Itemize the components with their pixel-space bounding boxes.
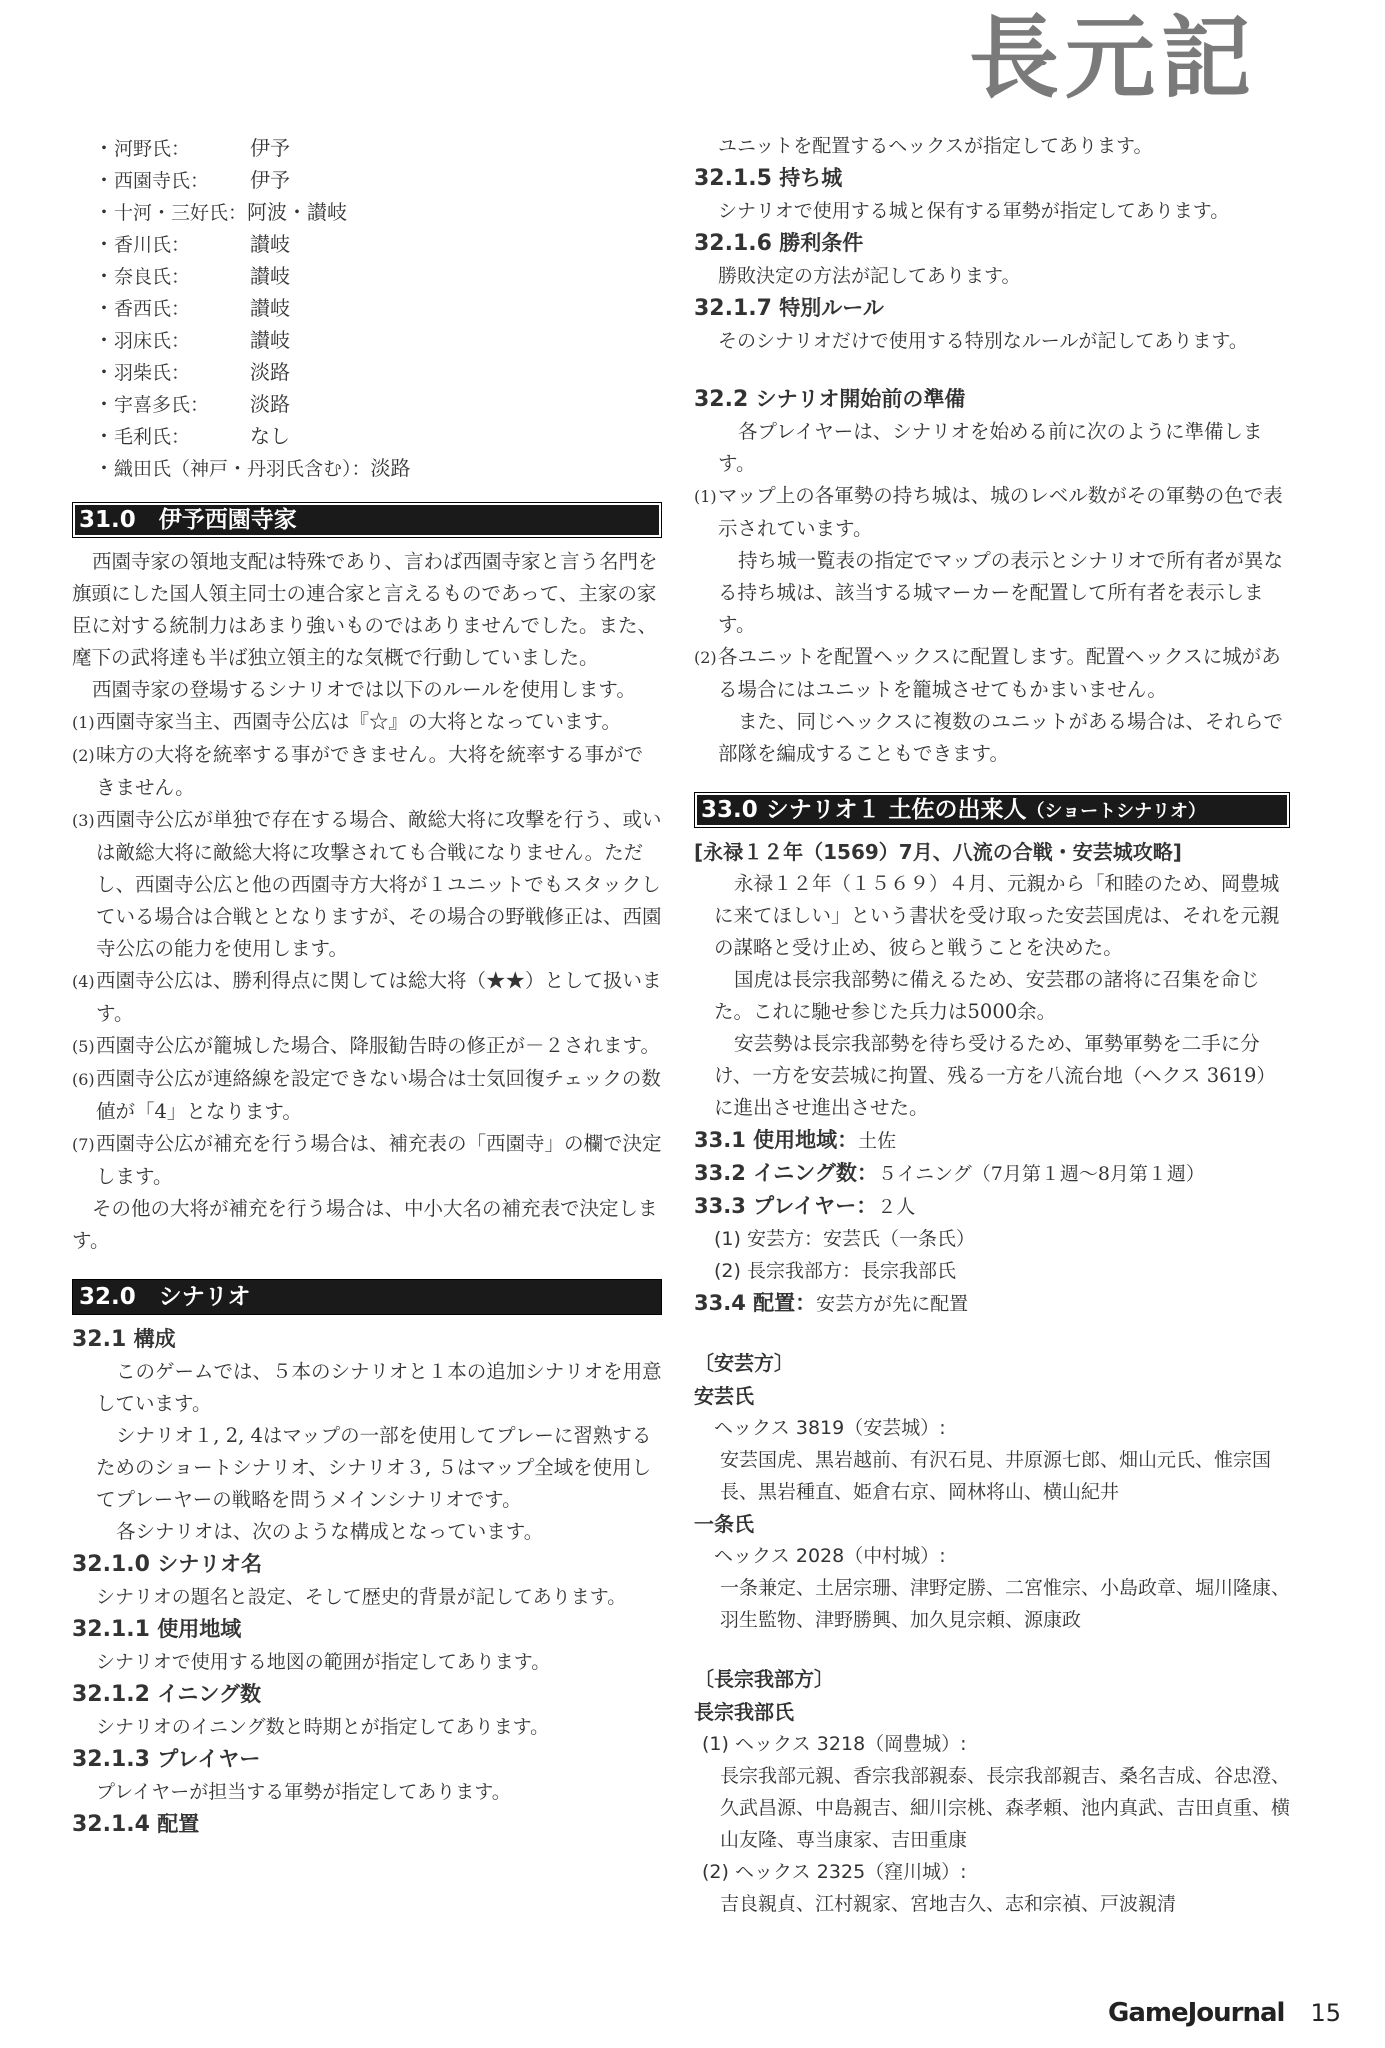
subsection-heading: 32.2 シナリオ開始前の準備 bbox=[694, 387, 966, 412]
hex-location: ヘックス 3819（安芸城）: bbox=[714, 1417, 946, 1439]
player-side: (2) 長宗我部方：長宗我部氏 bbox=[714, 1260, 956, 1282]
page-footer bbox=[1108, 1998, 1341, 2028]
right-column bbox=[694, 130, 1290, 1920]
subsection-desc: 勝敗決定の方法が記してあります。 bbox=[718, 265, 1021, 287]
rule-item: (7)西園寺公広が補充を行う場合は、補充表の「西園寺」の欄で決定します。 bbox=[72, 1132, 662, 1188]
list-item: ・毛利氏： なし bbox=[94, 424, 290, 448]
paragraph: 西園寺家の登場するシナリオでは以下のルールを使用します。 bbox=[92, 678, 636, 701]
rule-item: (2)味方の大将を統率する事ができません。大将を統率する事ができません。 bbox=[72, 743, 644, 799]
subsection-heading: 32.1.6 勝利条件 bbox=[694, 231, 864, 256]
hex-location: (1) ヘックス 3218（岡豊城）: bbox=[702, 1733, 967, 1755]
list-item: ・宇喜多氏： 淡路 bbox=[94, 392, 290, 416]
subsection-heading: 32.1.0 シナリオ名 bbox=[72, 1552, 263, 1577]
page-title: 長元記 bbox=[969, 6, 1257, 111]
paragraph: 安芸勢は長宗我部勢を待ち受けるため、軍勢軍勢を二手に分け、一方を安芸城に拘置、残る一方を八流台地（ヘクス 3619）に進出させ進出させた。 bbox=[714, 1032, 1276, 1119]
subsection-desc: そのシナリオだけで使用する特別なルールが記してあります。 bbox=[718, 330, 1248, 352]
rule-item: (6)西園寺公広が連絡線を設定できない場合は士気回復チェックの数値が「4」となります。 bbox=[72, 1067, 661, 1123]
list-item: ・十河・三好氏：阿波・讃岐 bbox=[94, 200, 348, 224]
list-item: ・香川氏： 讃岐 bbox=[94, 232, 290, 256]
list-item: ・西園寺氏： 伊予 bbox=[94, 168, 290, 192]
scenario-rule: 33.2 イニング数：５イニング（7月第１週～8月第１週） bbox=[694, 1161, 1205, 1185]
list-item: ・河野氏： 伊予 bbox=[94, 136, 290, 160]
subsection-heading: 32.1.2 イニング数 bbox=[72, 1682, 262, 1707]
paragraph: その他の大将が補充を行う場合は、中小大名の補充表で決定します。 bbox=[72, 1197, 658, 1252]
side-heading-aki: 〔安芸方〕 bbox=[694, 1351, 794, 1375]
section-heading-32: 32.0 シナリオ bbox=[72, 1279, 662, 1315]
section-heading-33: 33.0 シナリオ１ 土佐の出来人（ショートシナリオ） bbox=[694, 792, 1290, 828]
subsection-heading: 32.1.7 特別ルール bbox=[694, 296, 884, 321]
side-heading-chosokabe: 〔長宗我部方〕 bbox=[694, 1667, 834, 1691]
paragraph: 持ち城一覧表の指定でマップの表示とシナリオで所有者が異なる持ち城は、該当する城マーカーを配置して所有者を表示します。 bbox=[718, 549, 1284, 636]
scenario-rule: 33.1 使用地域：土佐 bbox=[694, 1128, 897, 1152]
subsection-heading: 32.1.1 使用地域 bbox=[72, 1617, 242, 1642]
prep-item: (2)各ユニットを配置ヘックスに配置します。配置ヘックスに城がある場合にはユニットを籠城させてもかまいません。 bbox=[694, 645, 1281, 701]
section-heading-31: 31.0 伊予西園寺家 bbox=[72, 502, 662, 538]
player-side: (1) 安芸方：安芸氏（一条氏） bbox=[714, 1228, 975, 1250]
paragraph: このゲームでは、５本のシナリオと１本の追加シナリオを用意しています。 bbox=[96, 1360, 662, 1415]
scenario-rule: 33.4 配置：安芸方が先に配置 bbox=[694, 1291, 969, 1315]
clan-province-list bbox=[72, 132, 662, 484]
rule-item: (3)西園寺公広が単独で存在する場合、敵総大将に攻撃を行う、或いは敵総大将に敵総大将に攻撃されても合戦になりません。ただし、西園寺公広と他の西園寺方大将が１ユニットでもスタックしている場合は合戦ととなりますが、その場合の野戦修正は、西園寺公広の能力を使用します。 bbox=[72, 808, 662, 960]
subsection-desc: ユニットを配置するヘックスが指定してあります。 bbox=[718, 135, 1153, 157]
subsection-desc: シナリオの題名と設定、そして歴史的背景が記してあります。 bbox=[96, 1586, 627, 1608]
general-names: 安芸国虎、黒岩越前、有沢石見、井原源七郎、畑山元氏、惟宗国長、黒岩種直、姫倉右京、岡林将山、横山紀井 bbox=[720, 1449, 1272, 1503]
list-item: ・羽床氏： 讃岐 bbox=[94, 328, 290, 352]
hex-location: (2) ヘックス 2325（窪川城）: bbox=[702, 1861, 967, 1883]
general-names: 吉良親貞、江村親家、宮地吉久、志和宗禎、戸波親清 bbox=[720, 1893, 1177, 1915]
rule-item: (1)西園寺家当主、西園寺公広は『☆』の大将となっています。 bbox=[72, 710, 621, 733]
scenario-rule: 33.3 プレイヤー：２人 bbox=[694, 1194, 916, 1218]
subsection-heading: 32.1 構成 bbox=[72, 1327, 176, 1352]
list-item: ・香西氏： 讃岐 bbox=[94, 296, 290, 320]
subsection-desc: シナリオのイニング数と時期とが指定してあります。 bbox=[96, 1716, 550, 1738]
general-names: 一条兼定、土居宗珊、津野定勝、二宮惟宗、小島政章、堀川隆康、羽生監物、津野勝興、加久見宗頼、源康政 bbox=[720, 1577, 1291, 1631]
subsection-desc: シナリオで使用する地図の範囲が指定してあります。 bbox=[96, 1651, 551, 1673]
left-column bbox=[72, 132, 662, 1841]
subsection-heading: 32.1.3 プレイヤー bbox=[72, 1747, 261, 1772]
prep-item: (1)マップ上の各軍勢の持ち城は、城のレベル数がその軍勢の色で表示されています。 bbox=[694, 484, 1283, 540]
subsection-desc: シナリオで使用する城と保有する軍勢が指定してあります。 bbox=[718, 200, 1230, 222]
scenario-subtitle: [永禄１２年（1569）7月、八流の合戦・安芸城攻略] bbox=[694, 840, 1182, 864]
clan-name: 一条氏 bbox=[694, 1512, 754, 1536]
subsection-heading: 32.1.5 持ち城 bbox=[694, 166, 843, 191]
paragraph: 各プレイヤーは、シナリオを始める前に次のように準備します。 bbox=[718, 420, 1263, 475]
paragraph: 国虎は長宗我部勢に備えるため、安芸郡の諸将に召集を命じた。これに馳せ参じた兵力は5000余。 bbox=[714, 968, 1260, 1023]
paragraph: シナリオ１, 2, 4はマップの一部を使用してプレーに習熟するためのショートシナリオ、シナリオ３, ５はマップ全域を使用してプレーヤーの戦略を問うメインシナリオです。 bbox=[96, 1424, 652, 1511]
paragraph: 永禄１２年（１５６９）４月、元親から「和睦のため、岡豊城に来てほしい」という書状を受け取った安芸国虎は、それを元親の謀略と受け止め、彼らと戦うことを決めた。 bbox=[714, 872, 1280, 959]
list-item: ・織田氏（神戸・丹羽氏含む）：淡路 bbox=[94, 456, 411, 480]
list-item: ・奈良氏： 讃岐 bbox=[94, 264, 290, 288]
list-item: ・羽柴氏： 淡路 bbox=[94, 360, 290, 384]
rule-item: (5)西園寺公広が籠城した場合、降服勧告時の修正が－２されます。 bbox=[72, 1034, 660, 1057]
paragraph: また、同じヘックスに複数のユニットがある場合は、それらで部隊を編成することもできます。 bbox=[718, 710, 1283, 765]
hex-location: ヘックス 2028（中村城）: bbox=[714, 1545, 946, 1567]
subsection-heading: 32.1.4 配置 bbox=[72, 1812, 200, 1837]
paragraph: 各シナリオは、次のような構成となっています。 bbox=[116, 1520, 544, 1543]
paragraph: 西園寺家の領地支配は特殊であり、言わば西園寺家と言う名門を旗頭にした国人領主同士の連合家と言えるものであって、主家の家臣に対する統制力はあまり強いものではありませんでした。また、麾下の武将達も半ば独立領主的な気概で行動していました。 bbox=[72, 550, 658, 669]
general-names: 長宗我部元親、香宗我部親泰、長宗我部親吉、桑名吉成、谷忠澄、久武昌源、中島親吉、細川宗桃、森孝頼、池内真武、吉田貞重、横山友隆、専当康家、吉田重康 bbox=[720, 1765, 1291, 1851]
page-number: 15 bbox=[1310, 1999, 1341, 2027]
clan-name: 長宗我部氏 bbox=[694, 1700, 794, 1724]
rule-item: (4)西園寺公広は、勝利得点に関しては総大将（★★）として扱います。 bbox=[72, 969, 662, 1025]
subsection-desc: プレイヤーが担当する軍勢が指定してあります。 bbox=[96, 1781, 511, 1803]
magazine-logo: GameJournal bbox=[1108, 1998, 1285, 2028]
clan-name: 安芸氏 bbox=[694, 1384, 754, 1408]
